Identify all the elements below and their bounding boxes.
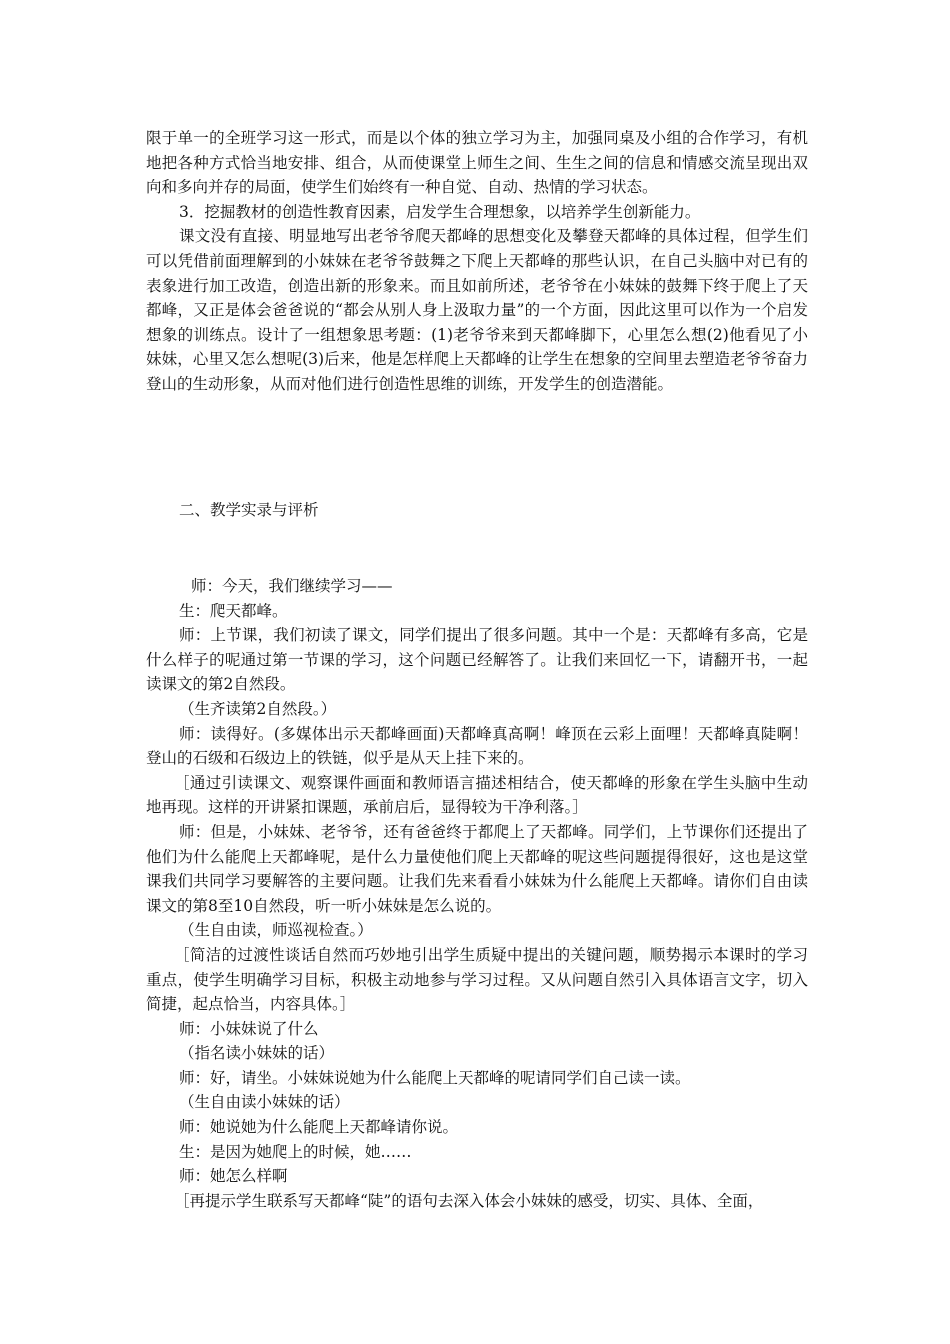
dialogue-line: 师：上节课，我们初读了课文，同学们提出了很多问题。其中一个是：天都峰有多高，它是什么样子的呢通过第一节课的学习，这个问题已经解答了。让我们来回忆一下，请翻开书，一起读课文的第2自然段。 bbox=[146, 626, 808, 694]
dialogue-line: 师：今天，我们继续学习—— bbox=[191, 577, 393, 595]
dialogue-line: 师：她怎么样啊 bbox=[179, 1167, 288, 1186]
stage-direction: （生自由读小妹妹的话） bbox=[179, 1093, 350, 1112]
dialogue-line: 师：小妹妹说了什么 bbox=[179, 1019, 319, 1038]
dialogue-line: 生：是因为她爬上的时候，她…… bbox=[179, 1142, 412, 1161]
dialogue-line: 生：爬天都峰。 bbox=[179, 601, 288, 620]
section-classroom-record bbox=[146, 574, 808, 1213]
stage-direction: （生自由读，师巡视检查。） bbox=[179, 921, 373, 940]
paragraph-continuation: 限于单一的全班学习这一形式，而是以个体的独立学习为主，加强同桌及小组的合作学习，有机地把各种方式恰当地安排、组合，从而使课堂上师生之间、生生之间的信息和情感交流呈现出双向和多向并存的局面，使学生们始终有一种自觉、自动、热情的学习状态。 bbox=[146, 129, 808, 197]
section-heading: 二、教学实录与评析 bbox=[179, 501, 319, 519]
dialogue-line: 师：她说她为什么能爬上天都峰请你说。 bbox=[179, 1118, 459, 1137]
paragraph-point-3: 3．挖掘教材的创造性教育因素，启发学生合理想象，以培养学生创新能力。 bbox=[179, 202, 701, 221]
stage-direction: （指名读小妹妹的话） bbox=[179, 1044, 335, 1063]
commentary: ［简洁的过渡性谈话自然而巧妙地引出学生质疑中提出的关键问题，顺势揭示本课时的学习重点，使学生明确学习目标，积极主动地参与学习过程。又从问题自然引入具体语言文字，切入简捷，起点恰当，内容具体。］ bbox=[146, 945, 808, 1014]
stage-direction: （生齐读第2自然段。） bbox=[179, 699, 337, 718]
dialogue-line: 师：但是，小妹妹、老爷爷，还有爸爸终于都爬上了天都峰。同学们，上节课你们还提出了他们为什么能爬上天都峰呢，是什么力量使他们爬上天都峰的呢这些问题提得很好，这也是这堂课我们共同学习要解答的主要问题。让我们先来看看小妹妹为什么能爬上天都峰。请你们自由读课文的第8至10自然段，听一听小妹妹是怎么说的。 bbox=[146, 822, 808, 915]
section-design-notes bbox=[146, 126, 808, 397]
commentary: ［再提示学生联系写天都峰“陡”的语句去深入体会小妹妹的感受，切实、具体、全面， bbox=[174, 1191, 764, 1210]
commentary: ［通过引读课文、观察课件画面和教师语言描述相结合，使天都峰的形象在学生头脑中生动地再现。这样的开讲紧扣课题，承前启后，显得较为干净利落。］ bbox=[146, 773, 808, 817]
dialogue-line: 师：好，请坐。小妹妹说她为什么能爬上天都峰的呢请同学们自己读一读。 bbox=[179, 1068, 691, 1087]
dialogue-line: 师：读得好。(多媒体出示天都峰画面)天都峰真高啊！峰顶在云彩上面哩！天都峰真陡啊！登山的石级和石级边上的铁链，似乎是从天上挂下来的。 bbox=[146, 724, 808, 768]
paragraph-imagination: 课文没有直接、明显地写出老爷爷爬天都峰的思想变化及攀登天都峰的具体过程，但学生们可以凭借前面理解到的小妹妹在老爷爷鼓舞之下爬上天都峰的那些认识，在自己头脑中对已有的表象进行加工改造，创造出新的形象来。而且如前所述，老爷爷在小妹妹的鼓舞下终于爬上了天都峰，又正是体会爸爸说的“都会从别人身上汲取力量”的一个方面，因此这里可以作为一个启发想象的训练点。设计了一组想象思考题：(1)老爷爷来到天都峰脚下，心里怎么想(2)他看见了小妹妹，心里又怎么想呢(3)后来，他是怎样爬上天都峰的让学生在想象的空间里去塑造老爷爷奋力登山的生动形象，从而对他们进行创造性思维的训练，开发学生的创造潜能。 bbox=[146, 227, 808, 393]
